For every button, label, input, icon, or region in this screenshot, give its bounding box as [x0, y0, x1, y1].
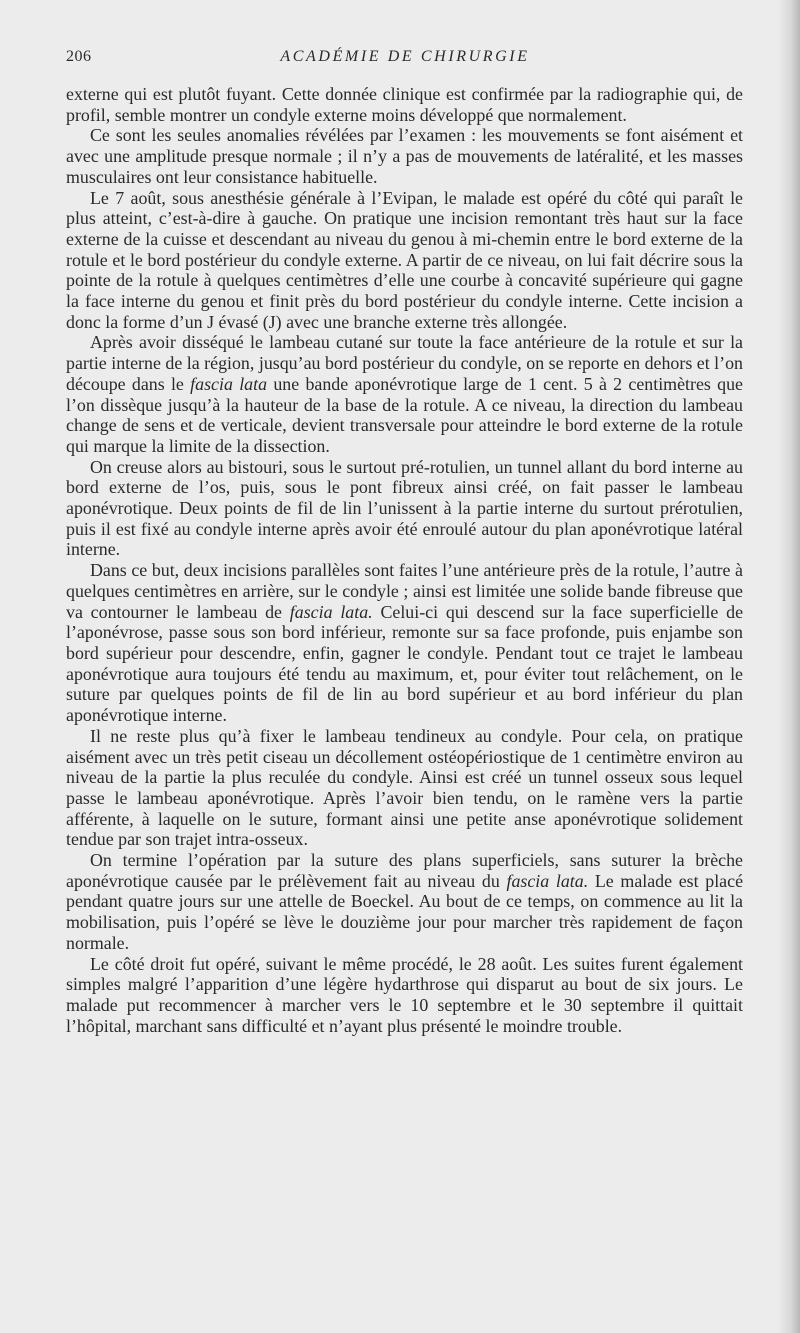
page-edge-shadow [778, 0, 800, 1333]
paragraph-3 [66, 188, 743, 333]
paragraph-text: Il ne reste plus qu’à fixer le lambeau tendineux au condyle. Pour cela, on pratique aisément avec un très petit ciseau un décollement ostéopériostique de 1 centimètre environ au niveau de la partie la plus reculée du condyle. Ainsi est créé un tunnel osseux sous lequel passe le lambeau aponévrotique. Après l’avoir bien tendu, on le ramène vers la partie afférente, à laquelle on le suture, formant ainsi une petite anse aponévrotique solidement tendue par son trajet intra-osseux. [66, 725, 743, 850]
paragraph-5 [66, 457, 743, 561]
running-head [66, 48, 744, 70]
paragraph-text: On creuse alors au bistouri, sous le surtout pré-rotulien, un tunnel allant du bord interne au bord externe de l’os, puis, sous le pont fibreux ainsi créé, on fait passer le lambeau aponévrotique. Deux points de fil de lin l’unissent à la partie interne du surtout prérotulien, puis il est fixé au condyle interne après avoir été enroulé autour du plan aponévrotique latéral interne. [66, 456, 743, 560]
paragraph-text: Celui-ci qui descend sur la face superficielle de l’aponévrose, passe sous son bord inférieur, remonte sur sa face profonde, puis enjambe son bord supérieur pour descendre, enfin, gagner le condyle. Pendant tout ce trajet le lambeau aponévrotique aura toujours été tendu au maximum, et, pour éviter tout relâchement, on le suture par quelques points de fil de lin au bord supérieur et au bord inférieur du plan aponévrotique interne. [66, 601, 744, 726]
paragraph-text: Le côté droit fut opéré, suivant le même procédé, le 28 août. Les suites furent également simples malgré l’apparition d’une légère hydarthrose qui disparut au bout de six jours. Le malade put recommencer à marcher vers le 10 septembre et le 30 septembre il quittait l’hôpital, marchant sans difficulté et n’ayant plus présenté le moindre trouble. [66, 953, 743, 1036]
paragraph-text: Le 7 août, sous anesthésie générale à l’Evipan, le malade est opéré du côté qui paraît le plus atteint, c’est-à-dire à gauche. On pratique une incision remontant très haut sur la face externe de la cuisse et descendant au niveau du genou à mi-chemin entre le bord externe de la rotule et le bord postérieur du condyle externe. A partir de ce niveau, on lui fait décrire sous la pointe de la rotule à quelques centimètres d’elle une courbe à concavité supérieure qui gagne la face interne du genou et finit près du bord postérieur du condyle interne. Cette incision a donc la forme d’un J évasé (J) avec une branche externe très allongée. [66, 187, 743, 332]
paragraph-text: une bande aponévrotique large de 1 cent. 5 à 2 centimètres que l’on dissèque jusqu’à la hauteur de la base de la rotule. A ce niveau, la direction du lambeau change de sens et de verticale, devient transversale pour atteindre le bord externe de la rotule qui marque la limite de la dissection. [66, 373, 743, 456]
body-text [66, 84, 743, 1036]
page-number: 206 [66, 48, 92, 65]
italic-term: fascia lata. [289, 601, 373, 622]
paragraph-text: On termine l’opération par la suture des plans superficiels, sans suturer la brèche aponévrotique causée par le prélèvement fait au niveau du [66, 850, 743, 891]
paragraph-6 [66, 560, 743, 726]
paragraph-9 [66, 954, 743, 1037]
paragraph-text: Dans ce but, deux incisions parallèles sont faites l’une antérieure près de la rotule, l’autre à quelques centimètres en arrière, sur le condyle ; ainsi est limitée une solide bande fibreuse que va contourner le lambeau de [66, 560, 743, 622]
italic-term: fascia lata [190, 373, 268, 394]
paragraph-8 [66, 850, 743, 954]
paragraph-2 [66, 125, 743, 187]
paragraph-text: externe qui est plutôt fuyant. Cette donnée clinique est confirmée par la radiographie qui, de profil, semble montrer un condyle externe moins développé que normalement. [66, 84, 743, 125]
paragraph-text: Le malade est placé pendant quatre jours sur une attelle de Boeckel. Au bout de ce temps, on commence au lit la mobilisation, puis l’opéré se lève le douzième jour pour marcher très rapidement de façon normale. [66, 870, 744, 953]
paragraph-text: Après avoir disséqué le lambeau cutané sur toute la face antérieure de la rotule et sur la partie interne de la région, jusqu’au bord postérieur du condyle, on se reporte en dehors et l’on découpe dans le [66, 332, 743, 394]
italic-term: fascia lata. [506, 870, 589, 891]
paragraph-text: Ce sont les seules anomalies révélées par l’examen : les mouvements se font aisément et avec une amplitude presque normale ; il n’y a pas de mouvements de latéralité, et les masses musculaires ont leur consistance habituelle. [66, 125, 743, 187]
paragraph-1 [66, 84, 743, 125]
paragraph-7 [66, 726, 743, 850]
paragraph-4 [66, 332, 743, 456]
journal-title: ACADÉMIE DE CHIRURGIE [280, 48, 530, 65]
